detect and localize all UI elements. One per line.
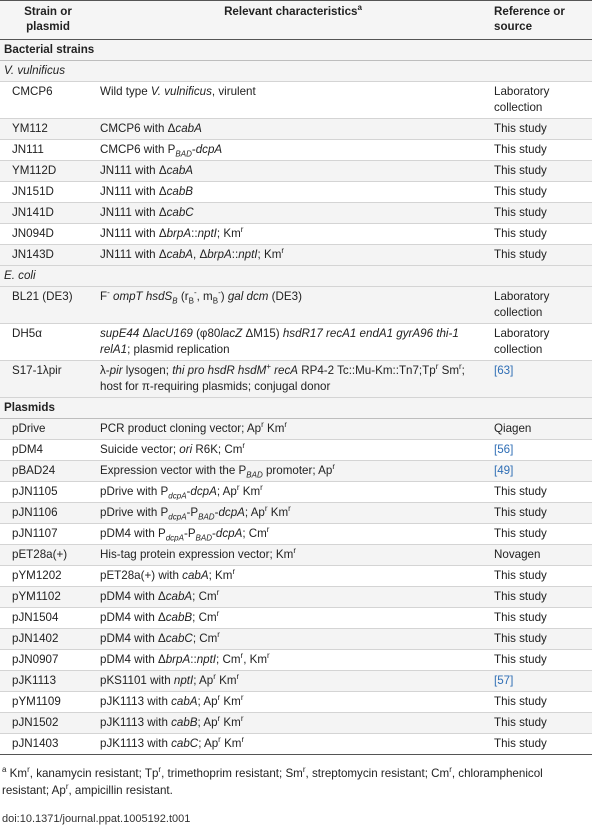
table-row bbox=[0, 461, 592, 482]
plasmid-name: pJN1106 bbox=[0, 503, 96, 524]
header-relevant-characteristics: Relevant characteristics$^a$ bbox=[96, 1, 490, 40]
table-row bbox=[0, 629, 592, 650]
characteristics: CMCP6 with $P_{BAD}$-dcpA bbox=[96, 140, 490, 161]
plasmid-name: pYM1109 bbox=[0, 692, 96, 713]
characteristics: His-tag protein expression vector; Km$^r$ bbox=[96, 545, 490, 566]
reference: Qiagen bbox=[490, 419, 592, 440]
reference: This study bbox=[490, 566, 592, 587]
table-row bbox=[0, 440, 592, 461]
strain-name: S17-1λpir bbox=[0, 361, 96, 398]
reference-link[interactable]: [56] bbox=[490, 440, 592, 461]
reference: This study bbox=[490, 608, 592, 629]
characteristics: Suicide vector; ori R6K; Cm$^r$ bbox=[96, 440, 490, 461]
table-row bbox=[0, 82, 592, 119]
table-footnote: $^a$ Km$^r$, kanamycin resistant; Tp$^r$, trimethoprim resistant; Sm$^r$, streptomycin resistant; Cm$^r$, chloramphenicol resistant; Ap$^r$, ampicillin resistant. bbox=[2, 765, 543, 797]
characteristics: PCR product cloning vector; Ap$^r$ Km$^r$ bbox=[96, 419, 490, 440]
reference: This study bbox=[490, 182, 592, 203]
characteristics: pJK1113 with cabB; Ap$^r$ Km$^r$ bbox=[96, 713, 490, 734]
strain-name: DH5α bbox=[0, 324, 96, 361]
reference: This study bbox=[490, 629, 592, 650]
table-row bbox=[0, 524, 592, 545]
strain-name: JN094D bbox=[0, 224, 96, 245]
reference: This study bbox=[490, 245, 592, 266]
reference: Novagen bbox=[490, 545, 592, 566]
plasmid-name: pJN1504 bbox=[0, 608, 96, 629]
reference: This study bbox=[490, 524, 592, 545]
table-row bbox=[0, 482, 592, 503]
characteristics: JN111 with ΔcabA bbox=[96, 161, 490, 182]
characteristics: pDM4 with ΔbrpA::nptI; Cm$^r$, Km$^r$ bbox=[96, 650, 490, 671]
reference: This study bbox=[490, 161, 592, 182]
table-row bbox=[0, 224, 592, 245]
plasmid-name: pYM1102 bbox=[0, 587, 96, 608]
strain-name: CMCP6 bbox=[0, 82, 96, 119]
strain-name: JN143D bbox=[0, 245, 96, 266]
strain-name: JN141D bbox=[0, 203, 96, 224]
reference: This study bbox=[490, 203, 592, 224]
characteristics: JN111 with ΔbrpA::nptI; Km$^r$ bbox=[96, 224, 490, 245]
reference: This study bbox=[490, 224, 592, 245]
subsection-v-vulnificus: V. vulnificus bbox=[0, 61, 592, 82]
reference: This study bbox=[490, 692, 592, 713]
reference: Laboratory collection bbox=[490, 324, 592, 361]
plasmid-name: pJN1502 bbox=[0, 713, 96, 734]
characteristics: pJK1113 with cabA; Ap$^r$ Km$^r$ bbox=[96, 692, 490, 713]
characteristics: pJK1113 with cabC; Ap$^r$ Km$^r$ bbox=[96, 734, 490, 755]
section-plasmids: Plasmids bbox=[0, 398, 592, 419]
table-row bbox=[0, 734, 592, 755]
plasmid-name: pYM1202 bbox=[0, 566, 96, 587]
plasmid-name: pJN1403 bbox=[0, 734, 96, 755]
reference-link[interactable]: [63] bbox=[490, 361, 592, 398]
table-row bbox=[0, 140, 592, 161]
characteristics: pDrive with $P_{dcpA}-P_{BAD}$-dcpA; Ap$^r$ Km$^r$ bbox=[96, 503, 490, 524]
characteristics: pDrive with $P_{dcpA}$-dcpA; Ap$^r$ Km$^r$ bbox=[96, 482, 490, 503]
characteristics: CMCP6 with ΔcabA bbox=[96, 119, 490, 140]
doi-label: doi:10.1371/journal.ppat.1005192.t001 bbox=[2, 813, 191, 825]
table-row bbox=[0, 161, 592, 182]
table-row bbox=[0, 287, 592, 324]
strain-name: JN151D bbox=[0, 182, 96, 203]
table-row bbox=[0, 182, 592, 203]
table-row bbox=[0, 361, 592, 398]
strain-name: JN111 bbox=[0, 140, 96, 161]
table-row bbox=[0, 324, 592, 361]
header-reference-or-source: Reference or source bbox=[490, 1, 592, 40]
characteristics: pET28a(+) with cabA; Km$^r$ bbox=[96, 566, 490, 587]
plasmid-name: pJN1105 bbox=[0, 482, 96, 503]
reference: This study bbox=[490, 503, 592, 524]
section-bacterial-strains: Bacterial strains bbox=[0, 40, 592, 61]
characteristics: JN111 with ΔcabB bbox=[96, 182, 490, 203]
characteristics: pDM4 with ΔcabC; Cm$^r$ bbox=[96, 629, 490, 650]
plasmid-name: pBAD24 bbox=[0, 461, 96, 482]
plasmid-name: pJN1402 bbox=[0, 629, 96, 650]
plasmid-name: pJN0907 bbox=[0, 650, 96, 671]
table-row bbox=[0, 650, 592, 671]
reference: Laboratory collection bbox=[490, 82, 592, 119]
characteristics: Wild type V. vulnificus, virulent bbox=[96, 82, 490, 119]
table-row bbox=[0, 608, 592, 629]
characteristics: pKS1101 with nptI; Ap$^r$ Km$^r$ bbox=[96, 671, 490, 692]
characteristics: supE44 ΔlacU169 (φ80lacZ ΔM15) hsdR17 recA1 endA1 gyrA96 thi-1 relA1; plasmid replication bbox=[96, 324, 490, 361]
plasmid-name: pDM4 bbox=[0, 440, 96, 461]
subsection-e-coli: E. coli bbox=[0, 266, 592, 287]
characteristics: pDM4 with ΔcabA; Cm$^r$ bbox=[96, 587, 490, 608]
table-row bbox=[0, 671, 592, 692]
characteristics: pDM4 with ΔcabB; Cm$^r$ bbox=[96, 608, 490, 629]
characteristics: JN111 with ΔcabA, ΔbrpA::nptI; Km$^r$ bbox=[96, 245, 490, 266]
characteristics: Expression vector with the $P_{BAD}$ promoter; Ap$^r$ bbox=[96, 461, 490, 482]
table-row bbox=[0, 203, 592, 224]
table-row bbox=[0, 566, 592, 587]
reference-link[interactable]: [57] bbox=[490, 671, 592, 692]
table-row bbox=[0, 587, 592, 608]
strain-name: YM112 bbox=[0, 119, 96, 140]
table-row bbox=[0, 245, 592, 266]
header-strain-or-plasmid: Strain or plasmid bbox=[0, 1, 96, 40]
characteristics: JN111 with ΔcabC bbox=[96, 203, 490, 224]
table-row bbox=[0, 503, 592, 524]
characteristics: pDM4 with $P_{dcpA}-P_{BAD}$-dcpA; Cm$^r$ bbox=[96, 524, 490, 545]
reference: This study bbox=[490, 713, 592, 734]
table-row bbox=[0, 419, 592, 440]
reference: This study bbox=[490, 650, 592, 671]
reference: This study bbox=[490, 734, 592, 755]
reference-link[interactable]: [49] bbox=[490, 461, 592, 482]
plasmid-name: pJK1113 bbox=[0, 671, 96, 692]
plasmid-name: pDrive bbox=[0, 419, 96, 440]
table-row bbox=[0, 545, 592, 566]
table-row bbox=[0, 713, 592, 734]
characteristics: λ-pir lysogen; thi pro hsdR hsdM+ recA RP4-2 Tc::Mu-Km::Tn7;Tp$^r$ Sm$^r$; host for π-requiring plasmids; conjugal donor bbox=[96, 361, 490, 398]
reference: This study bbox=[490, 140, 592, 161]
reference: This study bbox=[490, 119, 592, 140]
plasmid-name: pJN1107 bbox=[0, 524, 96, 545]
table-header-row bbox=[0, 1, 592, 40]
table-row bbox=[0, 119, 592, 140]
table-row bbox=[0, 692, 592, 713]
strain-name: BL21 (DE3) bbox=[0, 287, 96, 324]
reference: Laboratory collection bbox=[490, 287, 592, 324]
reference: This study bbox=[490, 587, 592, 608]
characteristics: F- ompT hsdS$_B$ ($r_B^-$, $m_B^-$) gal dcm (DE3) bbox=[96, 287, 490, 324]
plasmid-name: pET28a(+) bbox=[0, 545, 96, 566]
strain-name: YM112D bbox=[0, 161, 96, 182]
reference: This study bbox=[490, 482, 592, 503]
